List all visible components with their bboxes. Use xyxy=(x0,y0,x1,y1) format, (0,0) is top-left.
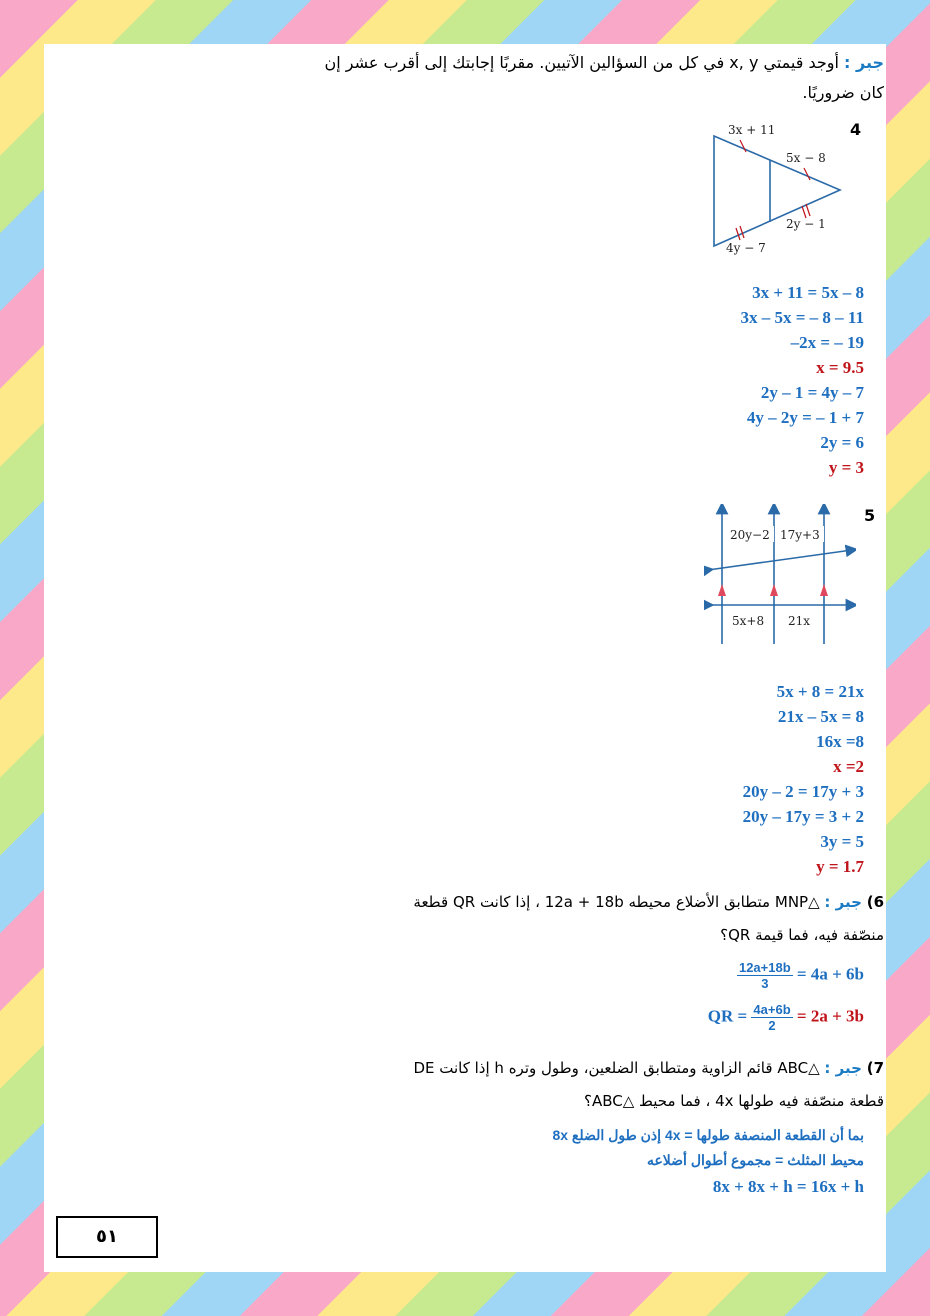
q4-label-right-bottom: 2y − 1 xyxy=(786,217,826,231)
q4-step: 4y – 2y = – 1 + 7 xyxy=(746,408,864,427)
instructions-line2: كان ضروريًا. xyxy=(802,83,884,103)
q7-answer-2: محيط المثلث = مجموع أطوال أضلاعه xyxy=(646,1152,864,1168)
question-7-number: 7) xyxy=(866,1059,884,1077)
denominator: 2 xyxy=(768,1018,776,1033)
q6-result-1: = 4a + 6b xyxy=(796,964,864,984)
q5-step: 20y – 2 = 17y + 3 xyxy=(742,782,864,801)
page-number-box: ٥١ xyxy=(56,1216,158,1258)
q5-label-bottom-right: 21x xyxy=(788,614,811,628)
q5-step: y = 1.7 xyxy=(816,857,864,876)
q4-step: 2y – 1 = 4y – 7 xyxy=(760,383,864,402)
algebra-tag: جبر : xyxy=(844,53,884,72)
q5-step: 20y – 17y = 3 + 2 xyxy=(742,807,864,826)
question-6 xyxy=(64,886,884,952)
q5-step: 3y = 5 xyxy=(820,832,864,851)
algebra-tag: جبر : xyxy=(824,1059,862,1077)
question-4-number: 4 xyxy=(850,120,862,139)
q4-label-bottom: 4y − 7 xyxy=(726,241,766,255)
q5-solution xyxy=(743,679,864,879)
q5-step: 5x + 8 = 21x xyxy=(776,682,864,701)
q4-step: x = 9.5 xyxy=(816,358,864,377)
q4-step: 3x – 5x = – 8 – 11 xyxy=(740,308,864,327)
instructions-line1: أوجد قيمتي x, y في كل من السؤالين الآتيين. مقربًا إجابتك إلى أقرب عشر إن xyxy=(324,53,845,72)
question-7-line1: △ABC قائم الزاوية ومتطابق الضلعين، وطول وتره h إذا كانت DE xyxy=(413,1059,820,1077)
instructions xyxy=(64,48,884,109)
q7-answer-1: بما أن القطعة المنصفة طولها = 4x إذن طول الضلع 8x xyxy=(552,1127,864,1143)
q4-label-top: 3x + 11 xyxy=(728,123,776,137)
q5-label-top-right: 17y+3 xyxy=(780,528,820,542)
q6-result-2: = 2a + 3b xyxy=(796,1006,864,1026)
q5-step: 16x =8 xyxy=(816,732,864,751)
numerator: 4a+6b xyxy=(753,1002,791,1017)
q6-answer-2 xyxy=(708,1002,864,1033)
qr-label: QR = xyxy=(707,1006,748,1026)
algebra-tag: جبر : xyxy=(824,893,862,911)
q4-triangle-figure xyxy=(700,118,850,260)
q5-label-bottom-left: 5x+8 xyxy=(732,614,765,628)
question-5-number: 5 xyxy=(864,506,876,525)
q5-step: x =2 xyxy=(833,757,864,776)
q5-label-top-left: 20y−2 xyxy=(730,528,770,542)
question-7 xyxy=(64,1052,884,1118)
denominator: 3 xyxy=(761,976,769,991)
question-6-line2: منصّفة فيه، فما قيمة QR؟ xyxy=(720,926,884,944)
q5-step: 21x – 5x = 8 xyxy=(777,707,864,726)
q4-step: y = 3 xyxy=(828,458,864,477)
q4-step: 2y = 6 xyxy=(820,433,864,452)
q4-solution xyxy=(741,280,865,480)
q6-fraction-2 xyxy=(751,1002,792,1033)
numerator: 12a+18b xyxy=(738,960,791,975)
q6-answer-1 xyxy=(737,960,864,991)
q4-step: –2x = – 19 xyxy=(790,333,864,352)
question-6-number: 6) xyxy=(866,893,884,911)
question-6-line1: △MNP متطابق الأضلاع محيطه 12a + 18b ، إذا كانت QR قطعة xyxy=(413,893,820,911)
q5-parallel-lines-figure xyxy=(704,504,856,646)
q4-label-right-top: 5x − 8 xyxy=(786,151,826,165)
q7-answer-3: 8x + 8x + h = 16x + h xyxy=(712,1177,864,1196)
q4-step: 3x + 11 = 5x – 8 xyxy=(752,283,864,302)
question-7-line2: قطعة منصّفة فيه طولها 4x ، فما محيط △ABC؟ xyxy=(583,1092,884,1110)
q6-fraction-1 xyxy=(737,960,793,991)
